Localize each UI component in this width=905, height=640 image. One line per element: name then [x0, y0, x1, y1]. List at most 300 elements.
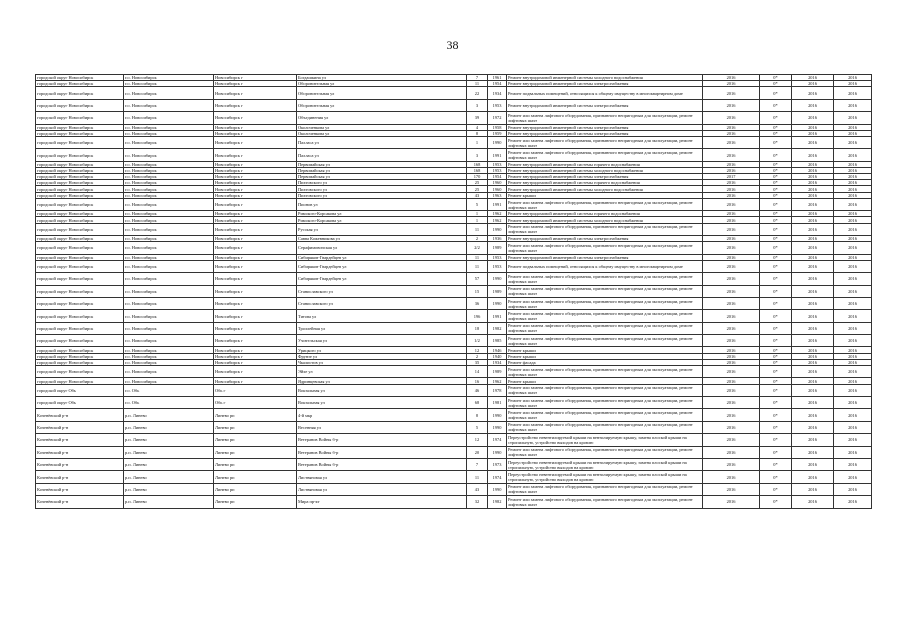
work-type-cell: Ремонт фасада [507, 359, 703, 365]
start-year-cell: 2016 [792, 180, 834, 186]
build-year-cell: 1962 [488, 378, 507, 384]
start-year-cell: 2016 [792, 87, 834, 99]
status-cell: 0* [760, 359, 792, 365]
status-cell: 0* [760, 242, 792, 254]
street-cell: Первомайская ул [297, 167, 467, 173]
status-cell: 0* [760, 378, 792, 384]
table-row [36, 112, 872, 124]
settlement-cell: Линево рп [214, 496, 297, 508]
plan-year-cell: 2016 [703, 124, 760, 130]
table-row [36, 446, 872, 458]
plan-year-cell: 2016 [703, 409, 760, 421]
work-type-cell: Ремонт или замена лифтового оборудования, признанного непригодным для эксплуатации, ремонт лифтовых шахт [507, 446, 703, 458]
house-number-cell: 5 [467, 198, 488, 210]
start-year-cell: 2016 [792, 242, 834, 254]
work-type-cell: Ремонт или замена лифтового оборудования, признанного непригодным для эксплуатации, ремонт лифтовых шахт [507, 483, 703, 495]
house-number-cell: 1/2 [467, 335, 488, 347]
end-year-cell: 2016 [834, 335, 872, 347]
table-row [36, 310, 872, 322]
municipality-cell: городской округ Новосибирск [36, 347, 124, 353]
work-type-cell: Ремонт или замена лифтового оборудования, признанного непригодным для эксплуатации, ремонт лифтовых шахт [507, 136, 703, 148]
settlement-cell: Новосибирск г [214, 310, 297, 322]
work-type-cell: Ремонт внутридомовой инженерной системы электроснабжения [507, 174, 703, 180]
status-cell: 0* [760, 285, 792, 297]
settlement-cell: Новосибирск г [214, 198, 297, 210]
street-cell: Ветеранов Войны б-р [297, 446, 467, 458]
end-year-cell: 2016 [834, 446, 872, 458]
start-year-cell: 2016 [792, 75, 834, 81]
work-type-cell: Ремонт внутридомовой инженерной системы электроснабжения [507, 124, 703, 130]
start-year-cell: 2016 [792, 211, 834, 217]
work-type-cell: Ремонт или замена лифтового оборудования, признанного непригодным для эксплуатации, ремонт лифтовых шахт [507, 366, 703, 378]
municipality-cell: городской округ Новосибирск [36, 285, 124, 297]
locality-cell: р.п. Линево [124, 483, 214, 495]
settlement-cell: Линево рп [214, 409, 297, 421]
plan-year-cell: 2016 [703, 483, 760, 495]
end-year-cell: 2016 [834, 242, 872, 254]
end-year-cell: 2016 [834, 273, 872, 285]
plan-year-cell: 2016 [703, 99, 760, 111]
end-year-cell: 2016 [834, 483, 872, 495]
street-cell: Палласа ул [297, 149, 467, 161]
build-year-cell: 1972 [488, 112, 507, 124]
build-year-cell: 1990 [488, 483, 507, 495]
settlement-cell: Новосибирск г [214, 112, 297, 124]
end-year-cell: 2016 [834, 136, 872, 148]
work-type-cell: Ремонт внутридомовой инженерной системы электроснабжения [507, 99, 703, 111]
municipality-cell: городской округ Новосибирск [36, 211, 124, 217]
locality-cell: г.о. Новосибирск [124, 136, 214, 148]
status-cell: 0* [760, 174, 792, 180]
municipality-cell: городской округ Новосибирск [36, 322, 124, 334]
end-year-cell: 2016 [834, 254, 872, 260]
municipality-cell: городской округ Новосибирск [36, 198, 124, 210]
house-number-cell: 196 [467, 310, 488, 322]
settlement-cell: Новосибирск г [214, 186, 297, 192]
build-year-cell: 1989 [488, 285, 507, 297]
start-year-cell: 2016 [792, 483, 834, 495]
build-year-cell: 1962 [488, 217, 507, 223]
build-year-cell: 1974 [488, 434, 507, 446]
plan-year-cell: 2016 [703, 434, 760, 446]
municipality-cell: городской округ Новосибирск [36, 192, 124, 198]
plan-year-cell: 2016 [703, 273, 760, 285]
municipality-cell: Коченёвский р-н [36, 458, 124, 470]
house-number-cell: 7 [467, 458, 488, 470]
table-row [36, 496, 872, 508]
house-number-cell: 3 [467, 99, 488, 111]
house-number-cell: 57 [467, 273, 488, 285]
municipality-cell: городской округ Новосибирск [36, 242, 124, 254]
plan-year-cell: 2016 [703, 161, 760, 167]
table-row [36, 285, 872, 297]
street-cell: Ветеранов Войны б-р [297, 434, 467, 446]
table-row [36, 366, 872, 378]
plan-year-cell: 2016 [703, 359, 760, 365]
start-year-cell: 2016 [792, 254, 834, 260]
house-number-cell: 39 [467, 112, 488, 124]
settlement-cell: Новосибирск г [214, 136, 297, 148]
house-number-cell: 68 [467, 397, 488, 409]
table-row [36, 384, 872, 396]
end-year-cell: 2016 [834, 211, 872, 217]
street-cell: Ветеранов Войны б-р [297, 458, 467, 470]
table-row [36, 409, 872, 421]
street-cell: Листвяновая ул [297, 483, 467, 495]
work-type-cell: Ремонт или замена лифтового оборудования, признанного непригодным для эксплуатации, ремонт лифтовых шахт [507, 421, 703, 433]
end-year-cell: 2016 [834, 260, 872, 272]
start-year-cell: 2016 [792, 322, 834, 334]
build-year-cell: 1961 [488, 75, 507, 81]
locality-cell: г.о. Новосибирск [124, 359, 214, 365]
locality-cell: р.п. Линево [124, 434, 214, 446]
plan-year-cell: 2016 [703, 192, 760, 198]
settlement-cell: Новосибирск г [214, 99, 297, 111]
work-type-cell: Ремонт крыши [507, 378, 703, 384]
end-year-cell: 2016 [834, 366, 872, 378]
start-year-cell: 2016 [792, 235, 834, 241]
house-number-cell: 1 [467, 211, 488, 217]
build-year-cell: 1953 [488, 99, 507, 111]
street-cell: Римского-Корсакова ул [297, 211, 467, 217]
locality-cell: р.п. Линево [124, 446, 214, 458]
municipality-cell: городской округ Новосибирск [36, 353, 124, 359]
status-cell: 0* [760, 136, 792, 148]
status-cell: 0* [760, 112, 792, 124]
start-year-cell: 2016 [792, 353, 834, 359]
end-year-cell: 2016 [834, 217, 872, 223]
table-row [36, 483, 872, 495]
settlement-cell: Линево рп [214, 421, 297, 433]
locality-cell: г.о. Новосибирск [124, 347, 214, 353]
locality-cell: г.о. Новосибирск [124, 310, 214, 322]
house-number-cell: 168 [467, 161, 488, 167]
municipality-cell: Коченёвский р-н [36, 434, 124, 446]
build-year-cell: 1953 [488, 254, 507, 260]
house-number-cell: 36 [467, 297, 488, 309]
status-cell: 0* [760, 130, 792, 136]
house-number-cell: 7 [467, 75, 488, 81]
street-cell: Ядринцевская ул [297, 378, 467, 384]
end-year-cell: 2016 [834, 347, 872, 353]
house-number-cell: 15 [467, 285, 488, 297]
house-number-cell: 3 [467, 149, 488, 161]
build-year-cell: 1990 [488, 223, 507, 235]
street-cell: Объединения ул [297, 112, 467, 124]
work-type-cell: Ремонт внутридомовой инженерной системы электроснабжения [507, 235, 703, 241]
build-year-cell: 1962 [488, 211, 507, 217]
plan-year-cell: 2016 [703, 347, 760, 353]
plan-year-cell: 2016 [703, 186, 760, 192]
plan-year-cell: 2016 [703, 378, 760, 384]
locality-cell: г.о. Новосибирск [124, 130, 214, 136]
settlement-cell: Линево рп [214, 471, 297, 483]
start-year-cell: 2016 [792, 335, 834, 347]
end-year-cell: 2016 [834, 409, 872, 421]
status-cell: 0* [760, 397, 792, 409]
house-number-cell: 4 [467, 124, 488, 130]
work-type-cell: Ремонт подвальных помещений, относящихся к общему имуществу в многоквартирном доме [507, 87, 703, 99]
settlement-cell: Новосибирск г [214, 322, 297, 334]
settlement-cell: Новосибирск г [214, 130, 297, 136]
status-cell: 0* [760, 217, 792, 223]
end-year-cell: 2016 [834, 99, 872, 111]
settlement-cell: Новосибирск г [214, 124, 297, 130]
work-type-cell: Ремонт или замена лифтового оборудования, признанного непригодным для эксплуатации, ремонт лифтовых шахт [507, 285, 703, 297]
work-type-cell: Ремонт внутридомовой инженерной системы горячего водоснабжения [507, 211, 703, 217]
house-number-cell: 43 [467, 483, 488, 495]
street-cell: Титова ул [297, 310, 467, 322]
street-cell: Весенняя ул [297, 421, 467, 433]
locality-cell: г.о. Новосибирск [124, 186, 214, 192]
start-year-cell: 2016 [792, 496, 834, 508]
status-cell: 0* [760, 446, 792, 458]
house-number-cell: 11 [467, 223, 488, 235]
settlement-cell: Новосибирск г [214, 366, 297, 378]
municipality-cell: Коченёвский р-н [36, 446, 124, 458]
work-type-cell: Переустройство невентилируемой крыши на вентилируемую крышу, замена плоской крыши на стропильную, устройство выходов на кровлю [507, 458, 703, 470]
municipality-cell: городской округ Новосибирск [36, 87, 124, 99]
plan-year-cell: 2016 [703, 322, 760, 334]
municipality-cell: Коченёвский р-н [36, 409, 124, 421]
locality-cell: р.п. Линево [124, 496, 214, 508]
settlement-cell: Новосибирск г [214, 167, 297, 173]
plan-year-cell: 2016 [703, 198, 760, 210]
start-year-cell: 2016 [792, 124, 834, 130]
end-year-cell: 2016 [834, 149, 872, 161]
end-year-cell: 2016 [834, 87, 872, 99]
locality-cell: г.о. Обь [124, 397, 214, 409]
work-type-cell: Ремонт или замена лифтового оборудования, признанного непригодным для эксплуатации, ремонт лифтовых шахт [507, 335, 703, 347]
house-number-cell: 2 [467, 353, 488, 359]
plan-year-cell: 2016 [703, 167, 760, 173]
plan-year-cell: 2016 [703, 310, 760, 322]
municipality-cell: городской округ Новосибирск [36, 297, 124, 309]
table-row [36, 434, 872, 446]
build-year-cell: 1960 [488, 180, 507, 186]
build-year-cell: 1953 [488, 161, 507, 167]
end-year-cell: 2016 [834, 235, 872, 241]
municipality-cell: городской округ Новосибирск [36, 75, 124, 81]
build-year-cell: 1960 [488, 186, 507, 192]
build-year-cell: 1953 [488, 167, 507, 173]
municipality-cell: городской округ Обь [36, 384, 124, 396]
locality-cell: г.о. Новосибирск [124, 217, 214, 223]
work-type-cell: Ремонт внутридомовой инженерной системы электроснабжения [507, 130, 703, 136]
settlement-cell: Линево рп [214, 434, 297, 446]
status-cell: 0* [760, 87, 792, 99]
start-year-cell: 2016 [792, 310, 834, 322]
work-type-cell: Ремонт внутридомовой инженерной системы горячего водоснабжения [507, 180, 703, 186]
start-year-cell: 2016 [792, 409, 834, 421]
start-year-cell: 2016 [792, 446, 834, 458]
locality-cell: г.о. Новосибирск [124, 223, 214, 235]
end-year-cell: 2016 [834, 124, 872, 130]
locality-cell: р.п. Линево [124, 409, 214, 421]
municipality-cell: городской округ Новосибирск [36, 366, 124, 378]
house-number-cell: 170 [467, 174, 488, 180]
repair-program-table [35, 74, 872, 509]
status-cell: 0* [760, 434, 792, 446]
plan-year-cell: 2016 [703, 180, 760, 186]
build-year-cell: 1978 [488, 384, 507, 396]
work-type-cell: Ремонт или замена лифтового оборудования, признанного непригодным для эксплуатации, ремонт лифтовых шахт [507, 384, 703, 396]
start-year-cell: 2016 [792, 223, 834, 235]
municipality-cell: городской округ Новосибирск [36, 335, 124, 347]
table-row [36, 297, 872, 309]
start-year-cell: 2016 [792, 347, 834, 353]
work-type-cell: Ремонт внутридомовой инженерной системы холодного водоснабжения [507, 186, 703, 192]
locality-cell: г.о. Новосибирск [124, 99, 214, 111]
municipality-cell: городской округ Новосибирск [36, 99, 124, 111]
start-year-cell: 2016 [792, 112, 834, 124]
work-type-cell: Ремонт или замена лифтового оборудования, признанного непригодным для эксплуатации, ремонт лифтовых шахт [507, 310, 703, 322]
settlement-cell: Новосибирск г [214, 260, 297, 272]
start-year-cell: 2016 [792, 186, 834, 192]
street-cell: Римского-Корсакова ул [297, 217, 467, 223]
work-type-cell: Ремонт внутридомовой инженерной системы горячего водоснабжения [507, 161, 703, 167]
plan-year-cell: 2016 [703, 211, 760, 217]
plan-year-cell: 2017 [703, 174, 760, 180]
plan-year-cell: 2016 [703, 297, 760, 309]
start-year-cell: 2016 [792, 378, 834, 384]
end-year-cell: 2016 [834, 434, 872, 446]
locality-cell: р.п. Линево [124, 471, 214, 483]
plan-year-cell: 2016 [703, 112, 760, 124]
plan-year-cell: 2016 [703, 496, 760, 508]
house-number-cell: 11 [467, 471, 488, 483]
street-cell: Пихтовского ул [297, 180, 467, 186]
settlement-cell: Обь г [214, 397, 297, 409]
house-number-cell: 8 [467, 130, 488, 136]
build-year-cell: 1959 [488, 130, 507, 136]
status-cell: 0* [760, 496, 792, 508]
street-cell: Оборонительная ул [297, 99, 467, 111]
municipality-cell: городской округ Новосибирск [36, 217, 124, 223]
status-cell: 0* [760, 297, 792, 309]
start-year-cell: 2016 [792, 167, 834, 173]
work-type-cell: Ремонт крыши [507, 353, 703, 359]
street-cell: Серафимовичская ул [297, 242, 467, 254]
plan-year-cell: 2016 [703, 136, 760, 148]
status-cell: 0* [760, 335, 792, 347]
build-year-cell: 1991 [488, 149, 507, 161]
start-year-cell: 2016 [792, 458, 834, 470]
page-number: 38 [446, 38, 459, 52]
work-type-cell: Переустройство невентилируемой крыши на вентилируемую крышу, замена плоской крыши на стропильную, устройство выходов на кровлю [507, 434, 703, 446]
end-year-cell: 2016 [834, 353, 872, 359]
settlement-cell: Новосибирск г [214, 217, 297, 223]
build-year-cell: 1953 [488, 260, 507, 272]
house-number-cell: 11 [467, 254, 488, 260]
street-cell: Первомайская ул [297, 174, 467, 180]
end-year-cell: 2016 [834, 397, 872, 409]
work-type-cell: Ремонт внутридомовой инженерной системы холодного водоснабжения [507, 75, 703, 81]
build-year-cell: 1946 [488, 347, 507, 353]
plan-year-cell: 2016 [703, 130, 760, 136]
locality-cell: г.о. Новосибирск [124, 235, 214, 241]
locality-cell: г.о. Новосибирск [124, 112, 214, 124]
status-cell: 0* [760, 180, 792, 186]
street-cell: Листвяновая ул [297, 471, 467, 483]
house-number-cell: 2/2 [467, 242, 488, 254]
municipality-cell: городской округ Обь [36, 397, 124, 409]
locality-cell: г.о. Новосибирск [124, 322, 214, 334]
plan-year-cell: 2016 [703, 458, 760, 470]
status-cell: 0* [760, 409, 792, 421]
build-year-cell: 1934 [488, 359, 507, 365]
settlement-cell: Линево рп [214, 458, 297, 470]
house-number-cell: 8 [467, 409, 488, 421]
table-row [36, 471, 872, 483]
settlement-cell: Новосибирск г [214, 75, 297, 81]
municipality-cell: городской округ Новосибирск [36, 359, 124, 365]
street-cell: Оборонительная ул [297, 87, 467, 99]
status-cell: 0* [760, 471, 792, 483]
table-row [36, 397, 872, 409]
locality-cell: г.о. Новосибирск [124, 124, 214, 130]
start-year-cell: 2016 [792, 434, 834, 446]
start-year-cell: 2016 [792, 297, 834, 309]
start-year-cell: 2016 [792, 359, 834, 365]
status-cell: 0* [760, 366, 792, 378]
work-type-cell: Ремонт или замена лифтового оборудования, признанного непригодным для эксплуатации, ремонт лифтовых шахт [507, 242, 703, 254]
locality-cell: г.о. Новосибирск [124, 75, 214, 81]
table-row [36, 260, 872, 272]
street-cell: Сибиряков-Гвардейцев ул [297, 260, 467, 272]
locality-cell: г.о. Новосибирск [124, 260, 214, 272]
build-year-cell: 1954 [488, 174, 507, 180]
build-year-cell: 1990 [488, 446, 507, 458]
municipality-cell: Коченёвский р-н [36, 496, 124, 508]
build-year-cell: 1981 [488, 397, 507, 409]
municipality-cell: городской округ Новосибирск [36, 174, 124, 180]
settlement-cell: Новосибирск г [214, 87, 297, 99]
settlement-cell: Новосибирск г [214, 297, 297, 309]
settlement-cell: Новосибирск г [214, 347, 297, 353]
end-year-cell: 2016 [834, 322, 872, 334]
settlement-cell: Новосибирск г [214, 211, 297, 217]
plan-year-cell: 2016 [703, 223, 760, 235]
status-cell: 0* [760, 186, 792, 192]
work-type-cell: Ремонт внутридомовой инженерной системы холодного водоснабжения [507, 167, 703, 173]
locality-cell: г.о. Новосибирск [124, 149, 214, 161]
start-year-cell: 2016 [792, 136, 834, 148]
settlement-cell: Новосибирск г [214, 285, 297, 297]
street-cell: Вокзальная ул [297, 384, 467, 396]
start-year-cell: 2016 [792, 421, 834, 433]
plan-year-cell: 2016 [703, 242, 760, 254]
settlement-cell: Новосибирск г [214, 242, 297, 254]
table-row [36, 99, 872, 111]
house-number-cell: 20 [467, 446, 488, 458]
house-number-cell: 22 [467, 87, 488, 99]
municipality-cell: городской округ Новосибирск [36, 180, 124, 186]
house-number-cell: 32 [467, 496, 488, 508]
street-cell: Пионов ул [297, 198, 467, 210]
build-year-cell: 1963 [488, 192, 507, 198]
end-year-cell: 2016 [834, 297, 872, 309]
build-year-cell: 1940 [488, 353, 507, 359]
work-type-cell: Ремонт внутридомовой инженерной системы электроснабжения [507, 81, 703, 87]
house-number-cell: 12 [467, 434, 488, 446]
house-number-cell: 14 [467, 366, 488, 378]
settlement-cell: Новосибирск г [214, 149, 297, 161]
work-type-cell: Ремонт или замена лифтового оборудования, признанного непригодным для эксплуатации, ремонт лифтовых шахт [507, 198, 703, 210]
municipality-cell: городской округ Новосибирск [36, 260, 124, 272]
status-cell: 0* [760, 99, 792, 111]
start-year-cell: 2016 [792, 149, 834, 161]
